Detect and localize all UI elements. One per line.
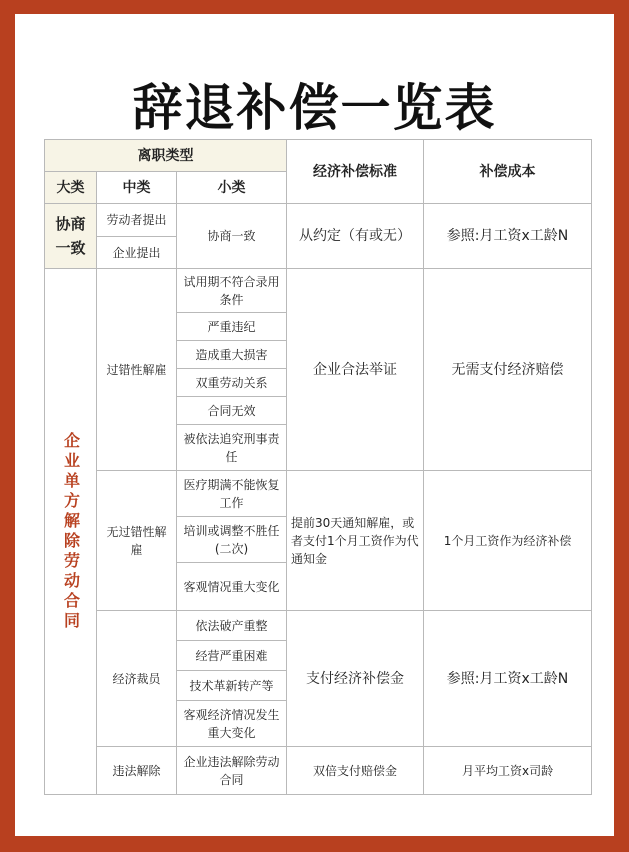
major-negotiated: 协商一致 xyxy=(45,204,97,269)
major-unilateral-label: 企业单方解除劳动合同 xyxy=(61,431,81,632)
standard-nofault: 提前30天通知解雇，或者支付1个月工资作为代通知金 xyxy=(287,471,424,611)
page-title: 辞退补偿一览表 xyxy=(132,79,497,137)
major-unilateral xyxy=(45,269,97,795)
middle-illegal-termination: 违法解除 xyxy=(97,747,177,795)
minor-nofault-item: 医疗期满不能恢复工作 xyxy=(177,471,287,517)
minor-layoff-item: 依法破产重整 xyxy=(177,611,287,641)
header-cost: 补偿成本 xyxy=(424,140,592,204)
severance-table xyxy=(44,139,592,795)
minor-layoff-item: 经营严重困难 xyxy=(177,641,287,671)
minor-fault-item: 试用期不符合录用条件 xyxy=(177,269,287,313)
header-middle: 中类 xyxy=(97,172,177,204)
standard-illegal: 双倍支付赔偿金 xyxy=(287,747,424,795)
minor-fault-item: 合同无效 xyxy=(177,397,287,425)
minor-fault-item: 被依法追究刑事责任 xyxy=(177,425,287,471)
header-group: 离职类型 xyxy=(45,140,287,172)
minor-nofault-item: 客观情况重大变化 xyxy=(177,563,287,611)
header-standard: 经济补偿标准 xyxy=(287,140,424,204)
standard-negotiated: 从约定（有或无） xyxy=(287,204,424,269)
middle-employer-initiated: 企业提出 xyxy=(97,237,177,269)
standard-layoff: 支付经济补偿金 xyxy=(287,611,424,747)
cost-illegal: 月平均工资x司龄 xyxy=(424,747,592,795)
cost-nofault: 1个月工资作为经济补偿 xyxy=(424,471,592,611)
minor-fault-item: 严重违纪 xyxy=(177,313,287,341)
cost-negotiated: 参照:月工资x工龄N xyxy=(424,204,592,269)
cost-fault: 无需支付经济赔偿 xyxy=(424,269,592,471)
header-major: 大类 xyxy=(45,172,97,204)
minor-fault-item: 双重劳动关系 xyxy=(177,369,287,397)
standard-fault: 企业合法举证 xyxy=(287,269,424,471)
minor-fault-item: 造成重大损害 xyxy=(177,341,287,369)
minor-negotiated: 协商一致 xyxy=(177,204,287,269)
middle-economic-layoff: 经济裁员 xyxy=(97,611,177,747)
middle-nofault-dismissal: 无过错性解雇 xyxy=(97,471,177,611)
minor-nofault-item: 培训或调整不胜任(二次) xyxy=(177,517,287,563)
header-minor: 小类 xyxy=(177,172,287,204)
cost-layoff: 参照:月工资x工龄N xyxy=(424,611,592,747)
middle-employee-initiated: 劳动者提出 xyxy=(97,204,177,237)
minor-layoff-item: 客观经济情况发生重大变化 xyxy=(177,701,287,747)
minor-layoff-item: 技术革新转产等 xyxy=(177,671,287,701)
middle-fault-dismissal: 过错性解雇 xyxy=(97,269,177,471)
minor-illegal-item: 企业违法解除劳动合同 xyxy=(177,747,287,795)
